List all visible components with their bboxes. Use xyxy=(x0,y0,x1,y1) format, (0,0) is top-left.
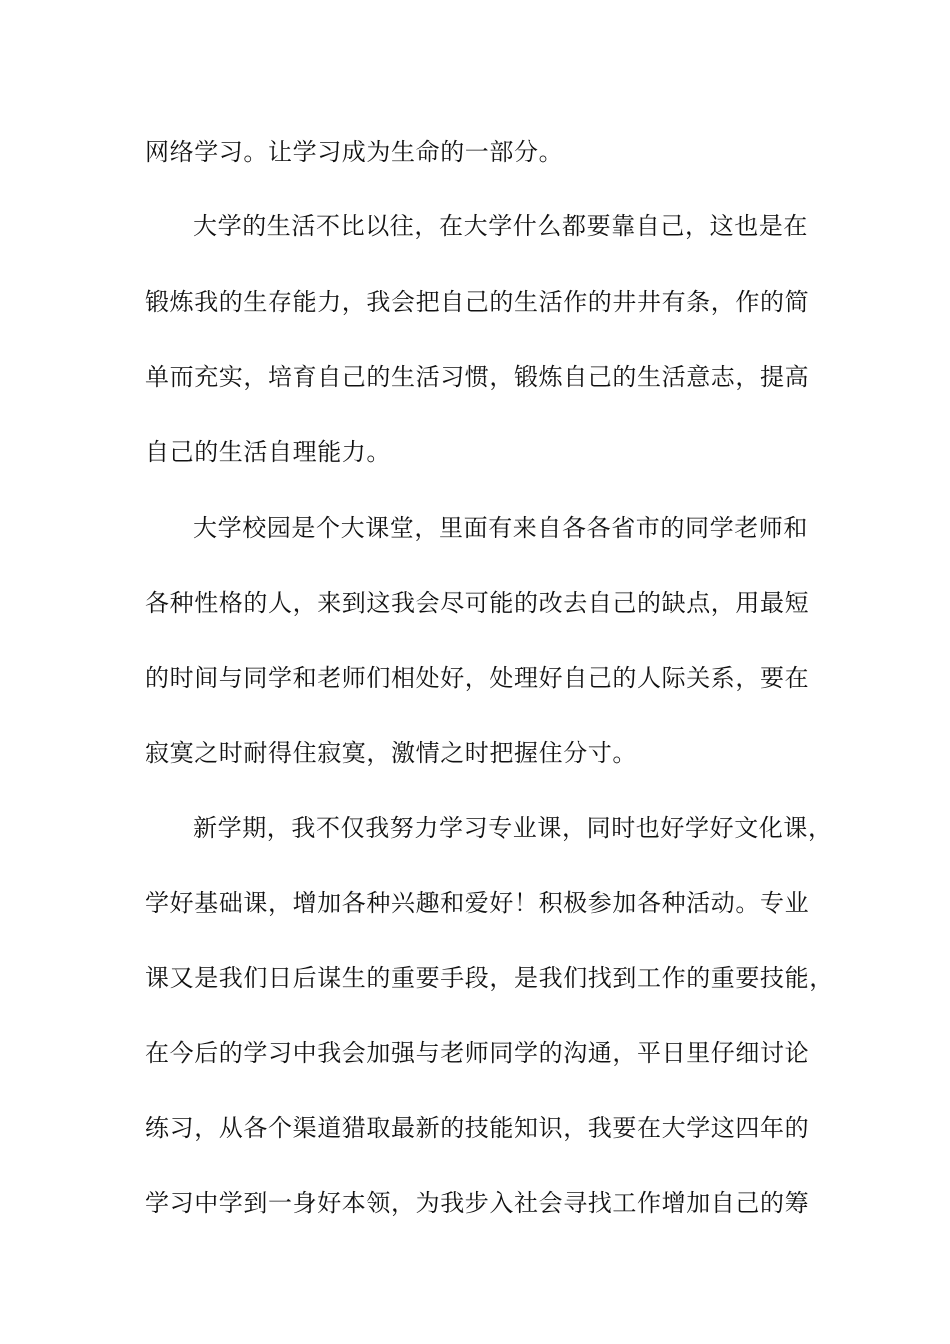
text-line-3: 锻炼我的生存能力，我会把自己的生活作的井井有条，作的简 xyxy=(145,288,810,316)
text-line-6-paragraph-start: 大学校园是个大课堂，里面有来自各各省市的同学老师和 xyxy=(193,514,808,542)
text-line-5: 自己的生活自理能力。 xyxy=(145,438,391,466)
text-line-8: 的时间与同学和老师们相处好，处理好自己的人际关系，要在 xyxy=(145,664,810,692)
text-line-7: 各种性格的人，来到这我会尽可能的改去自己的缺点，用最短 xyxy=(145,589,810,617)
text-line-4: 单而充实，培育自己的生活习惯，锻炼自己的生活意志，提高 xyxy=(145,363,810,391)
text-line-2-paragraph-start: 大学的生活不比以往，在大学什么都要靠自己，这也是在 xyxy=(193,212,808,240)
text-line-11: 学好基础课，增加各种兴趣和爱好！积极参加各种活动。专业 xyxy=(145,889,810,917)
text-line-14: 练习，从各个渠道猎取最新的技能知识，我要在大学这四年的 xyxy=(145,1114,810,1142)
text-line-10-paragraph-start: 新学期，我不仅我努力学习专业课，同时也好学好文化课， xyxy=(193,814,833,842)
text-line-13: 在今后的学习中我会加强与老师同学的沟通，平日里仔细讨论 xyxy=(145,1039,810,1067)
text-line-12: 课又是我们日后谋生的重要手段，是我们找到工作的重要技能， xyxy=(145,964,834,992)
text-line-15: 学习中学到一身好本领，为我步入社会寻找工作增加自己的筹 xyxy=(145,1189,810,1217)
text-line-1: 网络学习。让学习成为生命的一部分。 xyxy=(145,138,564,166)
text-line-9: 寂寞之时耐得住寂寞，激情之时把握住分寸。 xyxy=(145,739,637,767)
